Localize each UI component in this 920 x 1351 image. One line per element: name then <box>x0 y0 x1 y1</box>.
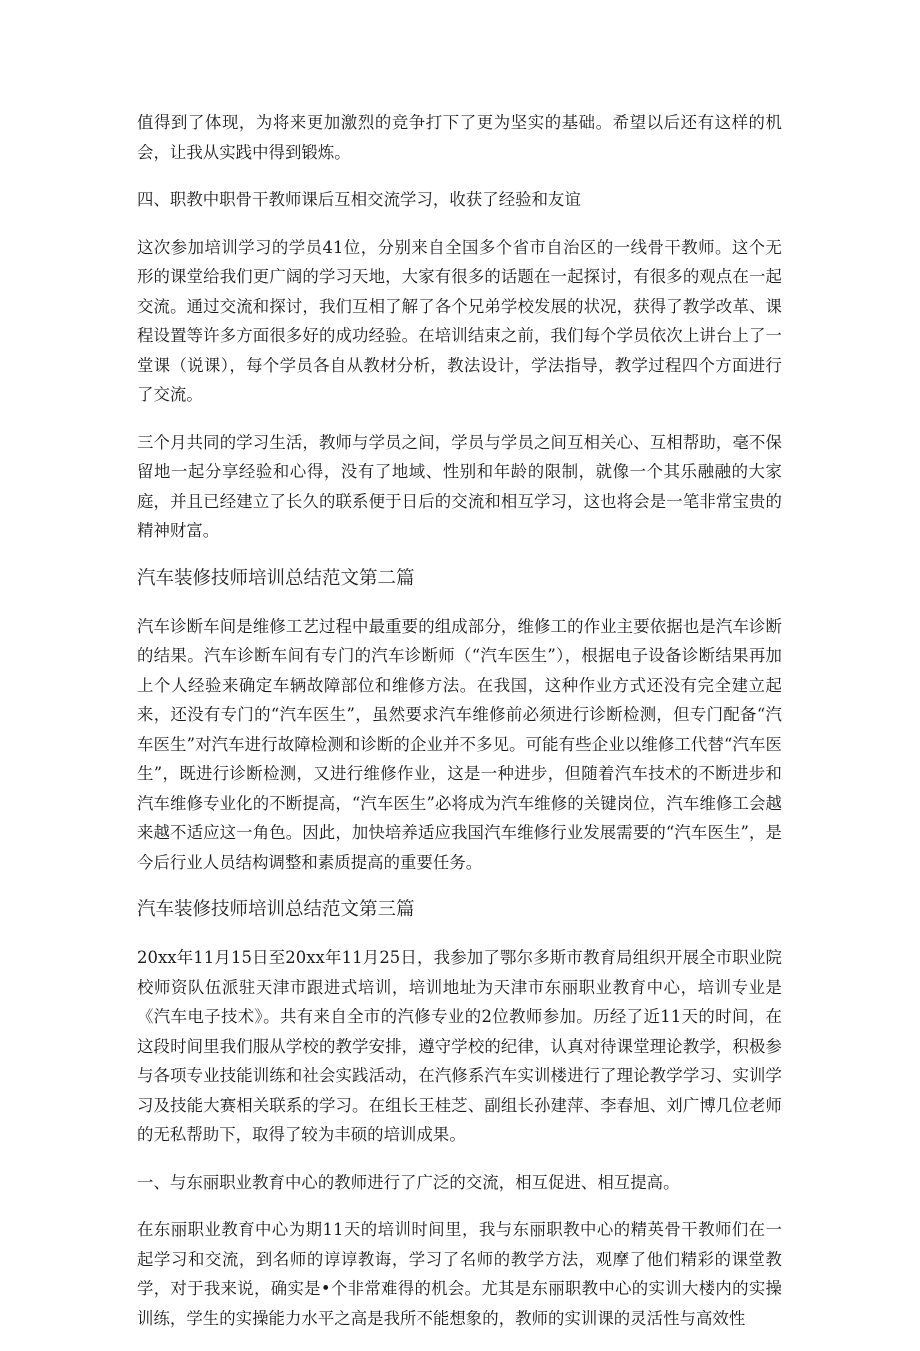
section-heading-four: 四、职教中职骨干教师课后互相交流学习，收获了经验和友谊 <box>137 190 581 209</box>
paragraph-training-intro: 20xx年11月15日至20xx年11月25日，我参加了鄂尔多斯市教育局组织开展全市职业院校师资队伍派驻天津市跟进式培训，培训地址为天津市东丽职业教育中心，培训专业是《汽车电子技术》。共有来自全市的汽修专业的2位教师参加。历经了近11天的时间，在这段时间里我们服从学校的教学安排，遵守学校的纪律，认真对待课堂理论教学，积极参与各项专业技能训练和社会实践活动，在汽修系汽车实训楼进行了理论教学学习、实训学习及技能大赛相关联系的学习。在组长王桂芝、副组长孙建萍、李春旭、刘广博几位老师的无私帮助下，取得了较为丰硕的培训成果。 <box>137 948 782 1144</box>
paragraph-diagnosis: 汽车诊断车间是维修工艺过程中最重要的组成部分，维修工的作业主要依据也是汽车诊断的结果。汽车诊断车间有专门的汽车诊断师（“汽车医生”），根据电子设备诊断结果再加上个人经验来确定车辆故障部位和维修方法。在我国，这种作业方式还没有完全建立起来，还没有专门的“汽车医生”，虽然要求汽车维修前必须进行诊断检测，但专门配备“汽车医生”对汽车进行故障检测和诊断的企业并不多见。可能有些企业以维修工代替“汽车医生”，既进行诊断检测，又进行维修作业，这是一种进步，但随着汽车技术的不断进步和汽车维修专业化的不断提高，“汽车医生”必将成为汽车维修的关键岗位，汽车维修工会越来越不适应这一角色。因此，加快培养适应我国汽车维修行业发展需要的“汽车医生”，是今后行业人员结构调整和素质提高的重要任务。 <box>137 616 782 872</box>
paragraph-three-months: 三个月共同的学习生活，教师与学员之间，学员与学员之间互相关心、互相帮助，毫不保留地一起分享经验和心得，没有了地域、性别和年龄的限制，就像一个其乐融融的大家庭，并且已经建立了长久的联系便于日后的交流和相互学习，这也将会是一笔非常宝贵的精神财富。 <box>137 432 782 540</box>
paragraph-dongli-exchange: 在东丽职业教育中心为期11天的培训时间里，我与东丽职教中心的精英骨干教师们在一起学习和交流，到名师的谆谆教诲，学习了名师的教学方法，观摩了他们精彩的课堂教学，对于我来说，确实是•个非常难得的机会。尤其是东丽职教中心的实训大楼内的实操训练，学生的实操能力水平之高是我所不能想象的，教师的实训课的灵活性与高效性 <box>137 1220 782 1328</box>
paragraph-intro-continuation: 值得到了体现，为将来更加激烈的竞争打下了更为坚实的基础。希望以后还有这样的机会，让我从实践中得到锻炼。 <box>137 113 782 162</box>
article-heading-second: 汽车装修技师培训总结范文第二篇 <box>137 567 415 589</box>
document-page <box>137 108 782 1351</box>
paragraph-exchange: 这次参加培训学习的学员41位，分别来自全国多个省市自治区的一线骨干教师。这个无形的课堂给我们更广阔的学习天地，大家有很多的话题在一起探讨，有很多的观点在一起交流。通过交流和探讨，我们互相了解了各个兄弟学校发展的状况，获得了教学改革、课程设置等许多方面很多好的成功经验。在培训结束之前，我们每个学员依次上讲台上了一堂课（说课），每个学员各自从教材分析，教法设计，学法指导，教学过程四个方面进行了交流。 <box>137 237 782 404</box>
section-heading-one: 一、与东丽职业教育中心的教师进行了广泛的交流，相互促进、相互提高。 <box>137 1172 680 1192</box>
article-heading-third: 汽车装修技师培训总结范文第三篇 <box>137 899 415 920</box>
